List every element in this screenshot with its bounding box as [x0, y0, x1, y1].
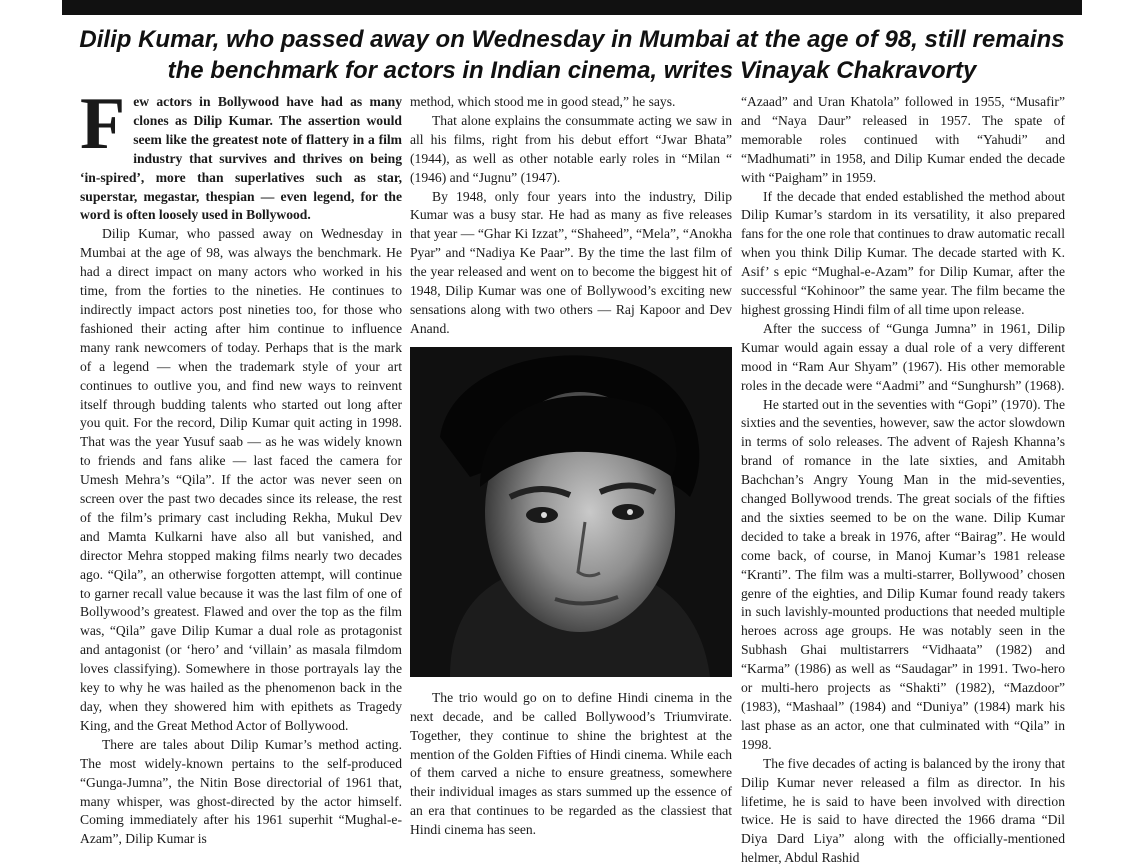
- article-column-3: [741, 93, 1065, 866]
- paragraph: The five decades of acting is balanced by the irony that Dilip Kumar never released a film as director. In his lifetime, he is said to have been involved with direction twice. He is said to have directed the 1966 drama “Dil Diya Dard Liya” along with the officially-mentioned helmer, Abdul Rashid: [741, 755, 1065, 866]
- paragraph: After the success of “Gunga Jumna” in 1961, Dilip Kumar would again essay a dual role of a very different mood in “Ram Aur Shyam” (1967). His other memorable roles in the decade were “Aadmi” and “Sunghursh” (1968).: [741, 320, 1065, 393]
- lead-text: ew actors in Bollywood have had as many clones as Dilip Kumar. The assertion would seem like the greatest note of flattery in a film industry that survives and thrives on being ‘in-spired’, more than superlatives such as star, superstar, megastar, thespian — even legend, for the word is often loosely used in Bollywood.: [80, 94, 402, 223]
- paragraph: If the decade that ended established the method about Dilip Kumar’s stardom in its versatility, it also prepared fans for the one role that continues to draw automatic recall when you think Dilip Kumar. The decade started with K. Asif’ s epic “Mughal-e-Azam” for Dilip Kumar, after the successful “Kohinoor” the same year. The film became the highest grossing Hindi film of all time upon release.: [741, 188, 1065, 317]
- paragraph: “Azaad” and Uran Khatola” followed in 1955, “Musafir” and “Naya Daur” released in 1957. The spate of memorable roles continued with “Yahudi” and “Madhumati” in 1958, and Dilip Kumar ended the decade with “Paigham” in 1959.: [741, 94, 1065, 185]
- paragraph: By 1948, only four years into the industry, Dilip Kumar was a busy star. He had as many as five releases that year — “Ghar Ki Izzat”, “Shaheed”, “Mela”, “Anokha Pyar” and “Nadiya Ke Paar”. By the time the last film of the year released and went on to become the biggest hit of 1948, Dilip Kumar was one of Bollywood’s exciting new sensations along with two others — Raj Kapoor and Dev Anand.: [410, 188, 732, 336]
- portrait-photo: [410, 347, 732, 677]
- article-column-1: [80, 83, 402, 847]
- paragraph: Dilip Kumar, who passed away on Wednesday in Mumbai at the age of 98, was always the benchmark. He had a direct impact on many actors who worked in his time, from the forties to the nineties. He continues to indirectly impact actors post nineties too, for those who fashioned their acting after him continue to influence many rank newcomers of today. Perhaps that is the mark of a legend — when the trademark style of your art continues to outlive you, and find new ways to reinvent itself through budding talents who started out long after you quit. For the record, Dilip Kumar quit acting in 1998. That was the year Yusuf saab — as he was widely known to friends and fans alike — last faced the camera for Umesh Mehra’s “Qila”. If the actor was never seen on screen over the past two decades since its release, the rest of the film’s primary cast including Rekha, Mukul Dev and Mamta Kulkarni have also all but vanished, and director Mehra stopped making films nearly two decades ago. “Qila”, an otherwise forgotten attempt, will continue to garner recall value because it was the last film of one of Bollywood’s greatest. Flawed and over the top as the film was, “Qila” gave Dilip Kumar a dual role as protagonist and antagonist (or ‘hero’ and ‘villain’ as masala filmdom loves classifying). Somewhere in those portrayals lay the key to why he was hailed as the phenomenon back in the day, when they showered him with epithets as Tragedy King, and the Great Method Actor of Bollywood.: [80, 226, 402, 733]
- paragraph: That alone explains the consummate acting we saw in all his films, right from his debut effort “Jwar Bhata” (1944), as well as other notable early roles in “Milan “ (1946) and “Jugnu” (1947).: [410, 112, 732, 185]
- paragraph: method, which stood me in good stead,” he says.: [410, 94, 676, 109]
- paragraph: He started out in the seventies with “Gopi” (1970). The sixties and the seventies, however, saw the actor slowdown in terms of solo releases. The advent of Rajesh Khanna’s brand of romance in the late sixties, and Amitabh Bachchan’s Angry Young Man in the mid-seventies, changed Bollywood trends. The great socials of the fifties and the sixties seemed to be on the wane. Dilip Kumar decided to take a break in 1976, after “Bairag”. He would come back, of course, in Manoj Kumar’s 1981 release “Kranti”. The film was a multi-starrer, Bollywood’ chosen genre of the eighties, and Dilip Kumar found ready takers in such lavishly-mounted productions that needed multiple heroes across age groups. He was notably seen in the Subhash Ghai multistarrers “Vidhaata” (1982) and “Karma” (1986) as well as “Saudagar” in 1991. Two-hero or multi-hero projects as “Shakti” (1982), “Mazdoor” (1983), “Mashaal” (1984) and “Duniya” (1984) mark his last phase as an actor, one that culminated with “Qila” in 1998.: [741, 396, 1065, 752]
- paragraph: The trio would go on to define Hindi cinema in the next decade, and be called Bollywood’s Triumvirate. Together, they continue to shine the brightest at the mention of the Golden Fifties of Hindi cinema. While each of them carved a niche to ensure greatness, somewhere their individual images as stars summed up the essence of an era that continues to be regarded as the classiest that Hindi cinema has seen.: [410, 689, 732, 838]
- article-column-2: [410, 93, 732, 838]
- portrait-illustration: [410, 347, 732, 677]
- drop-cap: F: [80, 83, 126, 165]
- headline: Dilip Kumar, who passed away on Wednesday in Mumbai at the age of 98, still remains the benchmark for actors in Indian cinema, writes Vinayak Chakravorty: [79, 26, 1065, 84]
- lead-paragraph: [80, 83, 402, 225]
- header-bar: [62, 0, 1082, 15]
- paragraph: There are tales about Dilip Kumar’s method acting. The most widely-known pertains to the self-produced “Gunga-Jumna”, the Nitin Bose directorial of 1961 that, many whisper, was ghost-directed by the actor himself. Coming immediately after his 1961 superhit “Mughal-e-Azam”, Dilip Kumar is: [80, 736, 402, 847]
